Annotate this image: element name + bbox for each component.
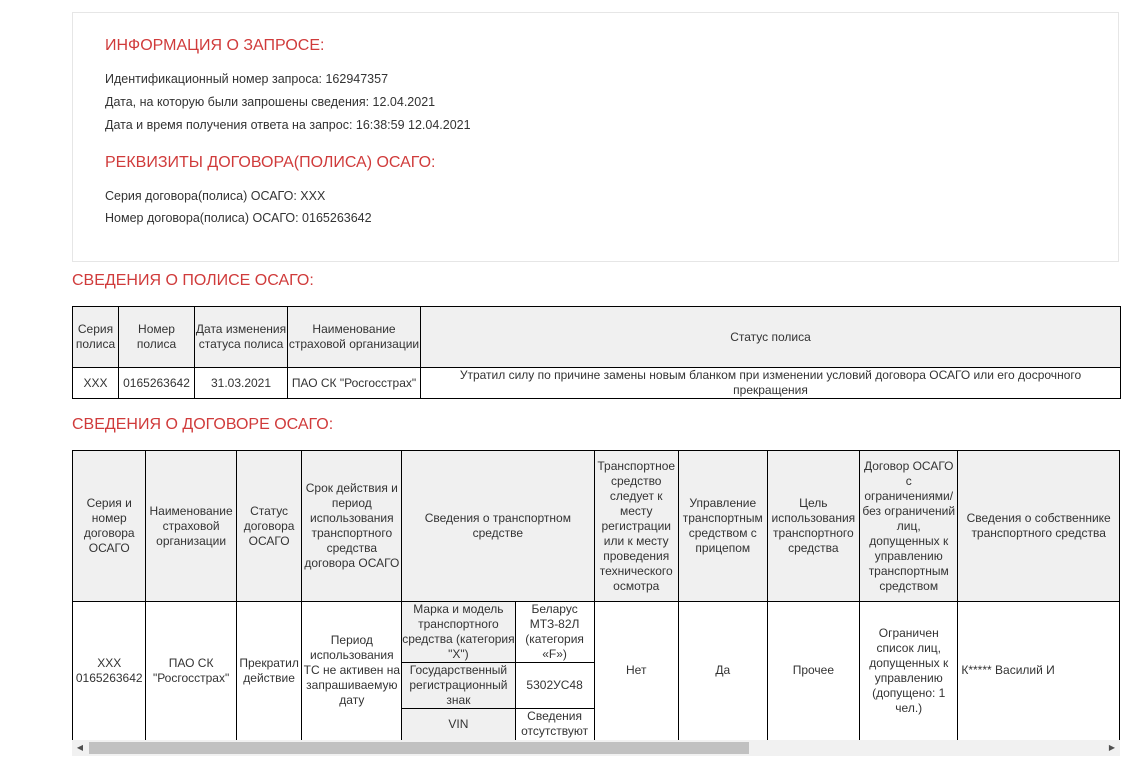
purpose-cell: Прочее <box>767 602 860 741</box>
contract-header-cell: Наименование страховой организации <box>146 451 236 602</box>
policy-cell: 31.03.2021 <box>195 368 288 399</box>
policy-section-title: СВЕДЕНИЯ О ПОЛИСЕ ОСАГО: <box>72 272 314 289</box>
vehicle-info-cell <box>402 602 594 741</box>
policy-header-cell: Статус полиса <box>421 307 1121 368</box>
contract-header-row <box>73 451 1120 602</box>
policy-header-cell: Серия полиса <box>73 307 119 368</box>
policy-header-row <box>73 307 1121 368</box>
contract-table <box>72 450 1120 740</box>
vehicle-make-value: Беларус МТЗ-82Л (категория «F») <box>515 602 593 663</box>
contract-period-cell: Период использования ТС не активен на запрашиваемую дату <box>302 602 402 741</box>
contract-header-cell: Серия и номер договора ОСАГО <box>73 451 146 602</box>
contract-table-viewport[interactable] <box>72 450 1120 740</box>
contract-header-cell: Транспортное средство следует к месту регистрации или к месту проведения технического осмотра <box>594 451 678 602</box>
vehicle-plate-label: Государственный регистрационный знак <box>402 663 515 709</box>
policy-header-cell: Номер полиса <box>119 307 195 368</box>
scroll-left-icon[interactable]: ◀ <box>76 743 84 752</box>
contract-section-title: СВЕДЕНИЯ О ДОГОВОРЕ ОСАГО: <box>72 416 334 433</box>
contract-header-cell: Цель использования транспортного средства <box>767 451 860 602</box>
horizontal-scrollbar[interactable] <box>72 740 1120 756</box>
policy-row <box>73 368 1121 399</box>
vehicle-make-label: Марка и модель транспортного средства (категория "X") <box>402 602 515 661</box>
contract-header-cell: Срок действия и период использования транспортного средства договора ОСАГО <box>302 451 402 602</box>
vehicle-vin-value: Сведения отсутствуют <box>521 709 589 739</box>
contract-header-cell: Договор ОСАГО с ограничениями/без ограничений лиц, допущенных к управлению транспортным средством <box>860 451 958 602</box>
contract-row <box>73 602 1120 741</box>
contract-status-cell: Прекратил действие <box>236 602 302 741</box>
contract-number-line: Номер договора(полиса) ОСАГО: 0165263642 <box>105 211 372 225</box>
scroll-right-icon[interactable]: ▶ <box>1108 743 1116 752</box>
contract-header-cell: Статус договора ОСАГО <box>236 451 302 602</box>
request-info-title: ИНФОРМАЦИЯ О ЗАПРОСЕ: <box>105 37 325 54</box>
policy-header-cell: Дата изменения статуса полиса <box>195 307 288 368</box>
contract-series-number-cell: XXX 0165263642 <box>73 602 146 741</box>
policy-table <box>72 306 1121 399</box>
contract-header-cell: Управление транспортным средством с прицепом <box>678 451 767 602</box>
response-datetime-line: Дата и время получения ответа на запрос: 16:38:59 12.04.2021 <box>105 118 471 132</box>
contract-requisites-title: РЕКВИЗИТЫ ДОГОВОРА(ПОЛИСА) ОСАГО: <box>105 154 436 171</box>
owner-cell: К***** Василий И <box>958 602 1120 741</box>
registration-trip-cell: Нет <box>594 602 678 741</box>
contract-series-line: Серия договора(полиса) ОСАГО: XXX <box>105 189 326 203</box>
scrollbar-thumb[interactable] <box>89 742 749 754</box>
vehicle-vin-label: VIN <box>402 709 515 740</box>
contract-header-cell: Сведения о собственнике транспортного средства <box>958 451 1120 602</box>
policy-header-cell: Наименование страховой организации <box>288 307 421 368</box>
policy-cell: ПАО СК "Росгосстрах" <box>288 368 421 399</box>
request-date-line: Дата, на которую были запрошены сведения: 12.04.2021 <box>105 95 436 109</box>
vehicle-plate-value: 5302УС48 <box>515 663 593 709</box>
contract-header-cell: Сведения о транспортном средстве <box>402 451 594 602</box>
restrictions-cell: Ограничен список лиц, допущенных к управлению (допущено: 1 чел.) <box>860 602 958 741</box>
vehicle-info-table <box>402 602 593 740</box>
trailer-cell: Да <box>678 602 767 741</box>
policy-cell: 0165263642 <box>119 368 195 399</box>
policy-cell: Утратил силу по причине замены новым бланком при изменении условий договора ОСАГО или его досрочного прекращения <box>421 368 1121 399</box>
request-id-line: Идентификационный номер запроса: 162947357 <box>105 72 389 86</box>
policy-cell: XXX <box>73 368 119 399</box>
request-info-panel <box>72 12 1119 262</box>
contract-insurer-cell: ПАО СК "Росгосстрах" <box>146 602 236 741</box>
